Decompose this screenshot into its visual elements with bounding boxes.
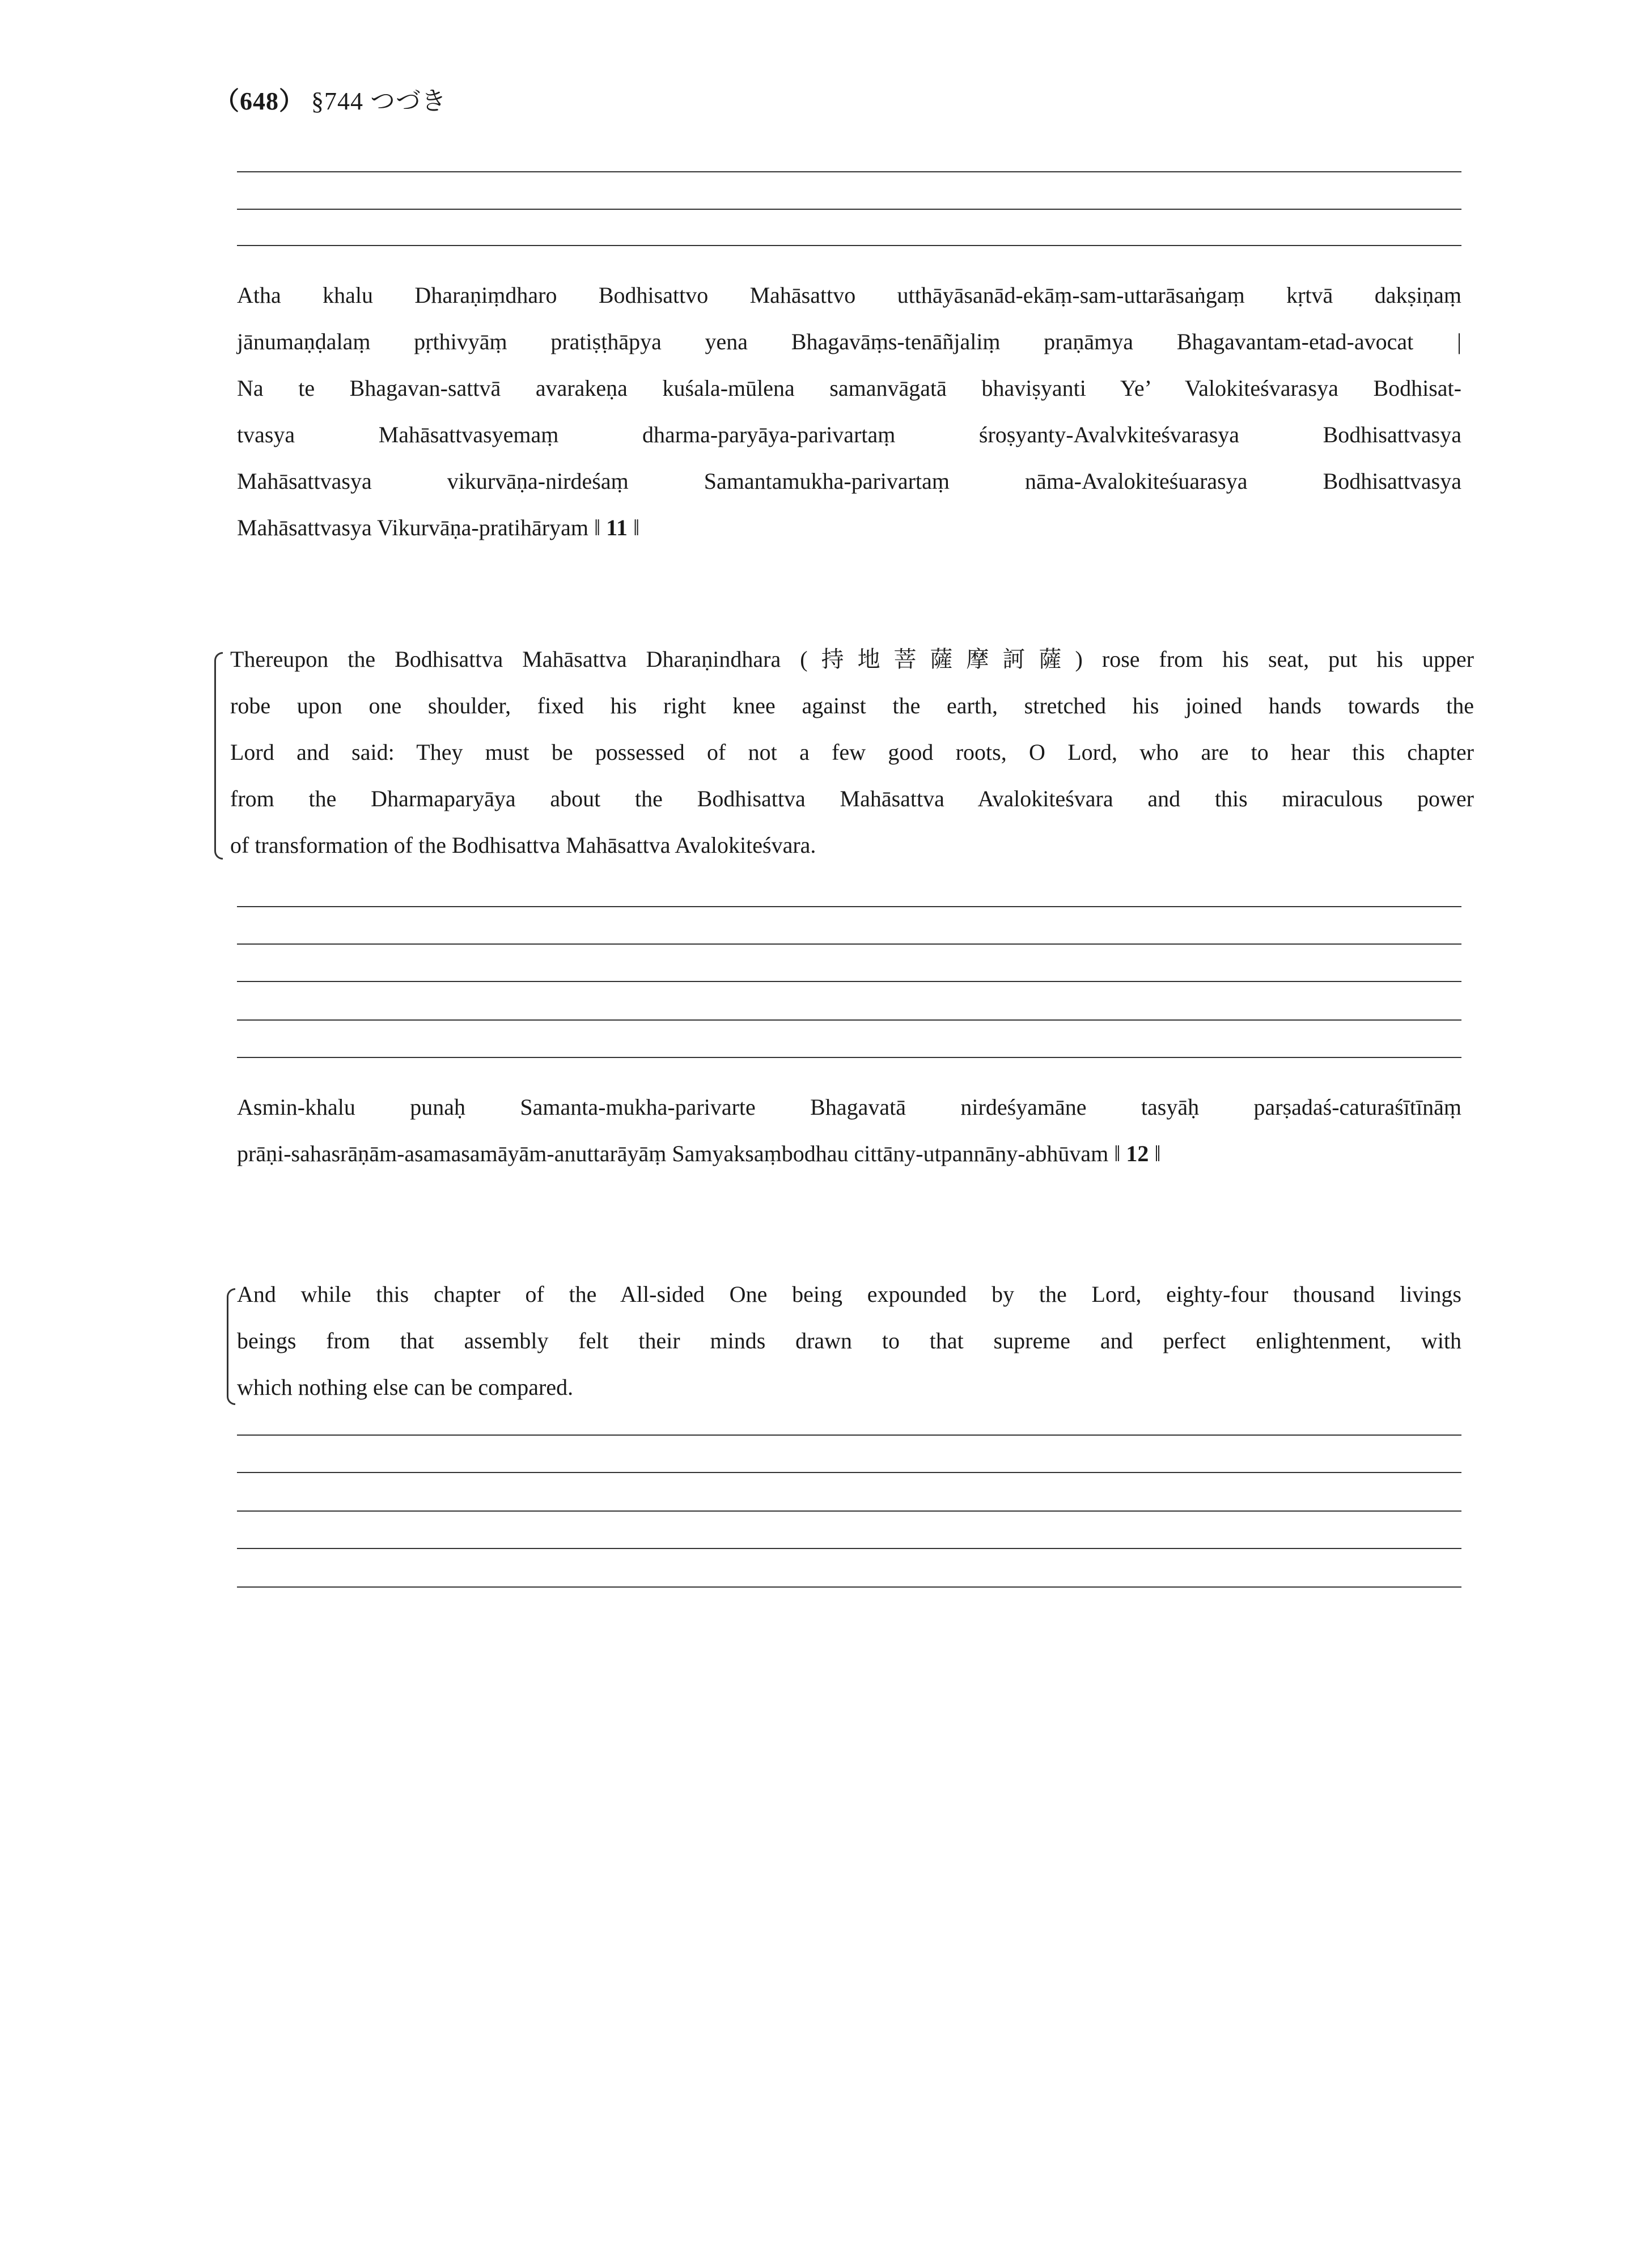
bracket-mark bbox=[227, 1288, 235, 1405]
line-text: Mahāsattvasya Vikurvāṇa-pratihāryam ‖ bbox=[237, 515, 607, 540]
text-line bbox=[237, 1131, 1461, 1177]
text-line: which nothing else can be compared. bbox=[237, 1374, 574, 1400]
verse-end-mark: ‖ bbox=[628, 515, 640, 540]
ruled-line bbox=[237, 1057, 1461, 1058]
text-line: beings from that assembly felt their minds drawn to that supreme and perfect enlightenment, with bbox=[237, 1328, 1461, 1353]
text-line: Asmin-khalu punaḥ Samanta-mukha-parivarte Bhagavatā nirdeśyamāne tasyāḥ parṣadaś-caturaśītīnāṃ bbox=[237, 1094, 1461, 1120]
ruled-line bbox=[237, 1510, 1461, 1512]
text-line: robe upon one shoulder, fixed his right knee against the earth, stretched his joined hands towards the bbox=[230, 693, 1474, 718]
page-header bbox=[214, 81, 447, 117]
text-line: of transformation of the Bodhisattva Mahāsattva Avalokiteśvara. bbox=[230, 832, 816, 858]
verse-end-mark: ‖ bbox=[1149, 1141, 1161, 1166]
text-line: tvasya Mahāsattvasyemaṃ dharma-paryāya-parivartaṃ śroṣyanty-Avalvkiteśvarasya Bodhisattvasya bbox=[237, 422, 1461, 447]
ruled-line bbox=[237, 943, 1461, 945]
text-line: jānumaṇḍalaṃ pṛthivyāṃ pratiṣṭhāpya yena Bhagavāṃs-tenāñjaliṃ praṇāmya Bhagavantam-etad-avocat | bbox=[237, 329, 1461, 354]
text-line: And while this chapter of the All-sided One being expounded by the Lord, eighty-four thousand livings bbox=[237, 1281, 1461, 1307]
sanskrit-passage-11 bbox=[237, 272, 1461, 551]
english-passage-11 bbox=[230, 636, 1474, 869]
text-line: Mahāsattvasya vikurvāṇa-nirdeśaṃ Samantamukha-parivartaṃ nāma-Avalokiteśuarasya Bodhisattvasya bbox=[237, 468, 1461, 494]
ruled-line bbox=[237, 981, 1461, 982]
text-line: from the Dharmaparyāya about the Bodhisattva Mahāsattva Avalokiteśvara and this miraculous power bbox=[230, 786, 1474, 811]
ruled-line bbox=[237, 245, 1461, 246]
ruled-line bbox=[237, 1019, 1461, 1021]
ruled-line bbox=[237, 1586, 1461, 1588]
english-passage-12 bbox=[237, 1271, 1461, 1411]
text-line: Atha khalu Dharaṇiṃdharo Bodhisattvo Mahāsattvo utthāyāsanād-ekāṃ-sam-uttarāsaṅgaṃ kṛtvā dakṣiṇaṃ bbox=[237, 282, 1461, 308]
verse-number: 12 bbox=[1126, 1141, 1149, 1166]
ruled-line bbox=[237, 171, 1461, 172]
sanskrit-passage-12 bbox=[237, 1084, 1461, 1177]
ruled-line bbox=[237, 1548, 1461, 1549]
verse-number: 11 bbox=[606, 515, 628, 540]
ruled-line bbox=[237, 1435, 1461, 1436]
text-line: Na te Bhagavan-sattvā avarakeṇa kuśala-mūlena samanvāgatā bhaviṣyanti Ye’ Valokiteśvarasya Bodhisat- bbox=[237, 375, 1461, 401]
ruled-line bbox=[237, 906, 1461, 907]
section-label: §744 つづき bbox=[311, 87, 447, 115]
text-line: Lord and said: They must be possessed of not a few good roots, O Lord, who are to hear this chapter bbox=[230, 739, 1474, 765]
line-text: prāṇi-sahasrāṇām-asamasamāyām-anuttarāyāṃ Samyaksaṃbodhau cittāny-utpannāny-abhūvam ‖ bbox=[237, 1141, 1126, 1166]
text-line: Thereupon the Bodhisattva Mahāsattva Dharaṇindhara (持地菩薩摩訶薩) rose from his seat, put his upper bbox=[230, 646, 1474, 672]
page-number: （648） bbox=[214, 87, 304, 115]
ruled-line bbox=[237, 209, 1461, 210]
bracket-mark bbox=[214, 652, 223, 860]
text-line bbox=[237, 505, 1461, 551]
ruled-line bbox=[237, 1472, 1461, 1473]
